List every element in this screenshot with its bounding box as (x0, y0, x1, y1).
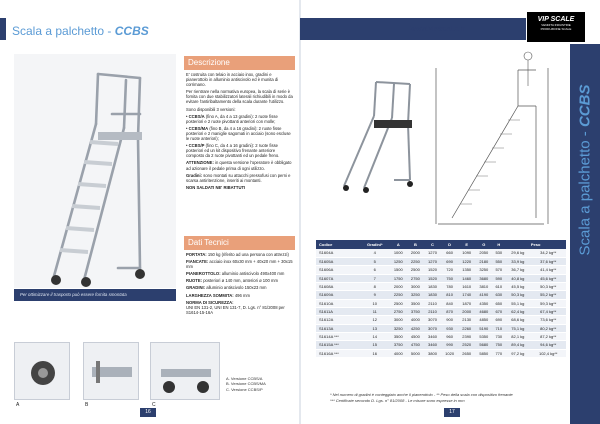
table-cell: 610 (492, 282, 505, 290)
desc-version-a-name: • CCBS/A (186, 113, 205, 119)
table-cell: 1610 (458, 282, 475, 290)
desc-gradini-text: sono montati su attacchi pressofusi con perni e scarsa antiritenzione, inseriti ai montanti. (186, 172, 291, 183)
table-cell: 5190 (475, 324, 492, 332)
spec-pianerottolo-value: alluminio antiscivolo 490x400 mm (220, 271, 285, 277)
table-cell: 1020 (441, 349, 458, 357)
table-cell: 2050 (475, 249, 492, 257)
table-cell: 45,6 kg** (530, 274, 566, 282)
table-cell: 630 (492, 291, 505, 299)
table-row (316, 291, 566, 299)
table-cell: 1870 (458, 299, 475, 307)
table-cell: 2000 (407, 249, 424, 257)
table-cell: 1000 (390, 249, 407, 257)
wheel-icon (15, 343, 71, 401)
table-cell: S1612A (316, 316, 360, 324)
table-cell: 29,6 kg (505, 249, 530, 257)
table-cell: 1250 (390, 257, 407, 265)
table-cell: S1616A *** (316, 349, 360, 357)
table-cell: 1830 (424, 291, 441, 299)
table-cell: 930 (441, 324, 458, 332)
col-header-codice: Codice (316, 240, 360, 249)
table-cell: 11 (360, 307, 390, 315)
table-cell: 94,6 kg** (530, 341, 566, 349)
col-header-e: E (458, 240, 475, 249)
thumb-label-c: C (152, 402, 156, 408)
spec-gradini (186, 285, 294, 290)
spec-pianerottolo (186, 271, 294, 276)
desc-version-p-text: (fino C, da 4 a 16 gradini): 2 ruote fisse posteriori ed un kit dispositivo frenante anteriore composto da 2 ruote pivottanti ed un pedale freno. (186, 143, 280, 159)
table-cell: 2500 (407, 266, 424, 274)
table-cell: 1090 (458, 249, 475, 257)
table-cell: S1609A (316, 291, 360, 299)
table-cell: S1614A *** (316, 332, 360, 340)
table-cell: 550 (492, 257, 505, 265)
version-legend-a: A. Versione CCBS/A (226, 376, 263, 381)
version-legend-b: B. Versione CCBS/MA (226, 381, 266, 387)
side-title (577, 85, 594, 256)
table-cell: 810 (441, 291, 458, 299)
desc-attenzione-label: ATTENZIONE: (186, 160, 214, 166)
dati-tecnici-header: Dati Tecnici (184, 236, 295, 250)
thumb-version-c (150, 342, 220, 400)
table-cell: 2000 (390, 282, 407, 290)
spec-norma-value: UNI EN 131-2, UNI EN 131-7, D. Lgs. n° 81/2008 per S1614-15-16A (186, 304, 285, 315)
table-cell: 73,6 kg** (530, 316, 566, 324)
table-row (316, 341, 566, 349)
table-cell: 1270 (424, 257, 441, 265)
col-header-g: G (475, 240, 492, 249)
logo-line-3: PRODUZIONE SCALE (540, 27, 572, 31)
desc-versions-intro: Sono disponibili 3 versioni: (186, 106, 236, 112)
table-cell: S1606A (316, 266, 360, 274)
spec-table (316, 240, 566, 358)
table-cell: 102,4 kg** (530, 349, 566, 357)
desc-attenzione-text: in questa versione l'operatore è obbligato ad azionare il pedale prima di ogni utilizzo. (186, 160, 292, 171)
table-cell: 1750 (390, 274, 407, 282)
title-model: CCBS (114, 24, 149, 38)
spec-larghezza-value: 496 mm (233, 292, 250, 298)
table-cell: 33,9 kg (505, 257, 530, 265)
table-cell: 2390 (458, 332, 475, 340)
table-cell: 4680 (475, 307, 492, 315)
table-row (316, 332, 566, 340)
page-number-left: 16 (140, 408, 156, 417)
table-notes (330, 392, 513, 403)
table-cell: 62,4 kg (505, 307, 530, 315)
spec-portata (186, 252, 294, 257)
table-row (316, 307, 566, 315)
table-cell: 690 (441, 257, 458, 265)
brake-pedal-icon (151, 343, 221, 401)
logo-line-2: VENDITA INDUSTRIE (541, 23, 571, 27)
descrizione-header: Descrizione (184, 56, 295, 70)
table-cell: S1604A (316, 249, 360, 257)
table-cell: S1608A (316, 282, 360, 290)
table-cell: S1611A (316, 307, 360, 315)
table-cell: 3460 (424, 332, 441, 340)
table-cell: 13 (360, 324, 390, 332)
photo-caption: Per ottimizzare il trasporto può essere fornita smontata (14, 289, 176, 301)
table-cell: 5850 (475, 349, 492, 357)
table-cell: 1520 (424, 274, 441, 282)
table-cell: 7 (360, 274, 390, 282)
table-cell: 3070 (424, 316, 441, 324)
table-cell: 4750 (407, 341, 424, 349)
table-cell: S1605A (316, 257, 360, 265)
table-cell: 36,7 kg (505, 266, 530, 274)
spec-ruote-value: posteriori ø 140 mm, anteriori ø 100 mm (202, 278, 278, 284)
desc-version-p-name: • CCBS/P (186, 143, 205, 149)
dati-tecnici-text (186, 252, 294, 317)
table-cell: 3000 (390, 316, 407, 324)
table-cell: 2520 (458, 341, 475, 349)
table-cell: 3500 (390, 332, 407, 340)
desc-version-a-text: (fino A, da 4 a 13 gradini): 2 ruote fisse posteriori e 2 ruote pivottanti anteriori con molle; (186, 113, 278, 124)
table-cell: 3460 (424, 341, 441, 349)
note-1: * Nel numero di gradini è conteggiato anche il pianerottolo - ** Peso della scala con dispositivo frenante (330, 392, 513, 397)
table-cell: 14 (360, 332, 390, 340)
col-header-c: C (424, 240, 441, 249)
table-cell: 3250 (407, 291, 424, 299)
table-cell: 3800 (424, 349, 441, 357)
thumb-label-b: B (85, 402, 89, 408)
table-cell: 8 (360, 282, 390, 290)
table-cell: 4850 (475, 316, 492, 324)
table-cell: 15 (360, 341, 390, 349)
vipscale-logo (527, 12, 585, 42)
table-cell: 4350 (475, 299, 492, 307)
title-prefix: Scala a palchetto - (12, 24, 115, 38)
table-cell: 5680 (475, 341, 492, 349)
table-cell: 4500 (407, 332, 424, 340)
table-row (316, 274, 566, 282)
spec-ruote (186, 278, 294, 283)
table-cell: 2130 (458, 316, 475, 324)
table-cell: 870 (441, 307, 458, 315)
table-cell: 41,4 kg** (530, 266, 566, 274)
table-cell: 780 (441, 282, 458, 290)
spec-larghezza-label: LARGHEZZA SOMMITA: (186, 292, 234, 298)
table-cell: 840 (441, 299, 458, 307)
table-cell: 3680 (475, 274, 492, 282)
handle-icon (84, 343, 140, 401)
side-title-prefix: Scala a palchetto - (576, 127, 594, 256)
table-cell: 2750 (390, 307, 407, 315)
table-cell: 1460 (458, 274, 475, 282)
website-url[interactable]: WWW.VIPSCALE.IT (410, 27, 466, 33)
table-cell: 55,2 kg** (530, 291, 566, 299)
table-cell: 960 (441, 332, 458, 340)
table-cell: 720 (441, 266, 458, 274)
desc-gradini-label: Gradini: (186, 172, 203, 178)
main-ladder-photo (14, 54, 176, 288)
table-cell: 4190 (475, 291, 492, 299)
note-2: *** Certificate secondo D. Lgs. n° 81/2008 - Le misure sono espresse in mm (330, 397, 465, 403)
page-spine (299, 0, 301, 424)
table-cell: 3750 (407, 307, 424, 315)
descrizione-text (186, 72, 294, 192)
table-cell: 45,5 kg (505, 282, 530, 290)
table-cell: 2260 (458, 324, 475, 332)
table-cell: 3250 (390, 324, 407, 332)
table-cell: 67,4 kg** (530, 307, 566, 315)
table-cell: 2110 (424, 307, 441, 315)
ladder-photo-right (338, 76, 426, 196)
col-header-d: D (441, 240, 458, 249)
table-cell: 2180 (475, 257, 492, 265)
table-cell: 5350 (475, 332, 492, 340)
table-cell: 97,2 kg (505, 349, 530, 357)
table-cell: 34,2 kg** (530, 249, 566, 257)
table-cell: 4250 (407, 324, 424, 332)
desc-version-a (186, 114, 294, 124)
desc-version-ma-name: • CCBS/MA (186, 125, 209, 131)
table-cell: 50,3 kg (505, 291, 530, 299)
table-cell: 2750 (407, 274, 424, 282)
table-cell: 75,1 kg (505, 324, 530, 332)
desc-normativa: Per rientrare nella normativa europea, la scala di serie è fornita con due stabilizzatori laterali richiudibili in modo da evitare l'antiribaltamento della scala durante l'utilizzo. (186, 89, 293, 105)
col-header-b: B (407, 240, 424, 249)
table-cell: 6 (360, 266, 390, 274)
table-cell: 40,8 kg (505, 274, 530, 282)
table-cell: 1740 (458, 291, 475, 299)
table-cell: 770 (492, 349, 505, 357)
table-cell: 5 (360, 257, 390, 265)
table-cell: 1270 (424, 249, 441, 257)
table-cell: 1350 (458, 266, 475, 274)
spec-portata-label: PORTATA: (186, 252, 207, 257)
versions-legend (226, 376, 266, 392)
spec-fiancate-label: FIANCATE: (186, 259, 209, 265)
table-cell: 9 (360, 291, 390, 299)
table-header-row (316, 240, 566, 249)
table-cell: 4000 (390, 349, 407, 357)
side-title-model: CCBS (576, 84, 594, 128)
table-row (316, 266, 566, 274)
table-cell: 1830 (424, 282, 441, 290)
table-cell: 2110 (424, 299, 441, 307)
spec-larghezza (186, 293, 294, 298)
table-cell: 2000 (458, 307, 475, 315)
table-cell: 12 (360, 316, 390, 324)
spec-portata-value: 150 kg (riferito ad una persona con attrezzi) (206, 252, 289, 257)
table-cell: 82,1 kg (505, 332, 530, 340)
table-cell: 750 (441, 274, 458, 282)
table-cell: S1607A (316, 274, 360, 282)
table-cell: 670 (492, 307, 505, 315)
table-cell: 660 (441, 249, 458, 257)
table-row (316, 299, 566, 307)
col-header-a: A (390, 240, 407, 249)
table-cell: 55,1 kg (505, 299, 530, 307)
table-cell: 1220 (458, 257, 475, 265)
table-cell: 87,2 kg** (530, 332, 566, 340)
table-cell: 650 (492, 299, 505, 307)
table-cell: S1610A (316, 299, 360, 307)
spec-gradini-value: alluminio antiscivolo 150x23 mm (205, 285, 267, 291)
table-cell: 3000 (407, 282, 424, 290)
table-cell: 4000 (407, 316, 424, 324)
desc-non-saldati (186, 185, 294, 190)
logo-line-1: VIP SCALE (537, 16, 575, 23)
table-cell: 590 (492, 274, 505, 282)
top-bar-left-stub (0, 18, 6, 40)
table-cell: 37,6 kg** (530, 257, 566, 265)
table-cell: 2650 (458, 349, 475, 357)
version-legend-c: C. Versione CCBS/P (226, 386, 263, 392)
table-row (316, 257, 566, 265)
spec-pianerottolo-label: PIANEROTTOLO: (186, 271, 221, 277)
table-cell: S1615A *** (316, 341, 360, 349)
table-cell: 3250 (475, 266, 492, 274)
table-row (316, 249, 566, 257)
left-page-title (12, 24, 149, 38)
table-cell: 4 (360, 249, 390, 257)
desc-version-p (186, 143, 294, 158)
table-cell: 2500 (390, 299, 407, 307)
table-row (316, 324, 566, 332)
ladder-illustration (14, 54, 176, 288)
table-cell: S1613A (316, 324, 360, 332)
table-cell: 3750 (390, 341, 407, 349)
table-row (316, 349, 566, 357)
table-cell: 2250 (407, 257, 424, 265)
table-row (316, 316, 566, 324)
table-cell: 59,3 kg** (530, 299, 566, 307)
spec-fiancate-value: acciaio inox 60x30 mm + 40x20 mm + 30x15 mm (186, 259, 293, 270)
desc-intro: E' costruita con telaio in acciaio inox, gradini e pianerottolo in alluminio antiscivolo ed è munita di corrimano. (186, 72, 279, 88)
col-header-gradini: Gradini* (360, 240, 390, 249)
col-header-h: H (492, 240, 505, 249)
desc-gradini (186, 173, 294, 183)
table-cell: 68,6 kg (505, 316, 530, 324)
page-number-right: 17 (444, 408, 460, 417)
table-cell: 1520 (424, 266, 441, 274)
table-cell: 3810 (475, 282, 492, 290)
table-cell: 2250 (390, 291, 407, 299)
thumb-version-b (83, 342, 139, 400)
table-cell: 50,3 kg** (530, 282, 566, 290)
thumb-version-a (14, 342, 70, 400)
table-cell: 690 (492, 316, 505, 324)
table-cell: 89,4 kg (505, 341, 530, 349)
table-cell: 3500 (407, 299, 424, 307)
table-cell: 990 (441, 341, 458, 349)
table-cell: 5000 (407, 349, 424, 357)
spec-norma (186, 300, 294, 315)
table-cell: 570 (492, 266, 505, 274)
table-cell: 1500 (390, 266, 407, 274)
col-header-peso: Peso (505, 240, 566, 249)
table-cell: 3070 (424, 324, 441, 332)
desc-non-saldati-text: NON SALDATI NE' RIBATTUTI (186, 184, 246, 190)
spec-norma-label: NORMA DI SICUREZZA: (186, 299, 234, 305)
technical-drawing (432, 48, 558, 234)
table-cell: 750 (492, 341, 505, 349)
table-cell: 530 (492, 249, 505, 257)
spec-gradini-label: GRADINI: (186, 285, 206, 291)
spec-ruote-label: RUOTE: (186, 278, 203, 284)
table-cell: 16 (360, 349, 390, 357)
table-cell: 10 (360, 299, 390, 307)
spec-fiancate (186, 259, 294, 269)
desc-attenzione (186, 160, 294, 170)
table-row (316, 282, 566, 290)
thumb-label-a: A (16, 402, 20, 408)
table-cell: 730 (492, 332, 505, 340)
table-cell: 710 (492, 324, 505, 332)
desc-version-ma (186, 126, 294, 141)
spec-table-body (316, 249, 566, 357)
table-cell: 80,2 kg** (530, 324, 566, 332)
desc-version-ma-text: (fino B, da 4 a 16 gradini): 2 ruote fisse posteriori e 2 maniglie sagomati in acciaio (sono escluse le ruote anteriori); (186, 125, 291, 142)
table-cell: 900 (441, 316, 458, 324)
